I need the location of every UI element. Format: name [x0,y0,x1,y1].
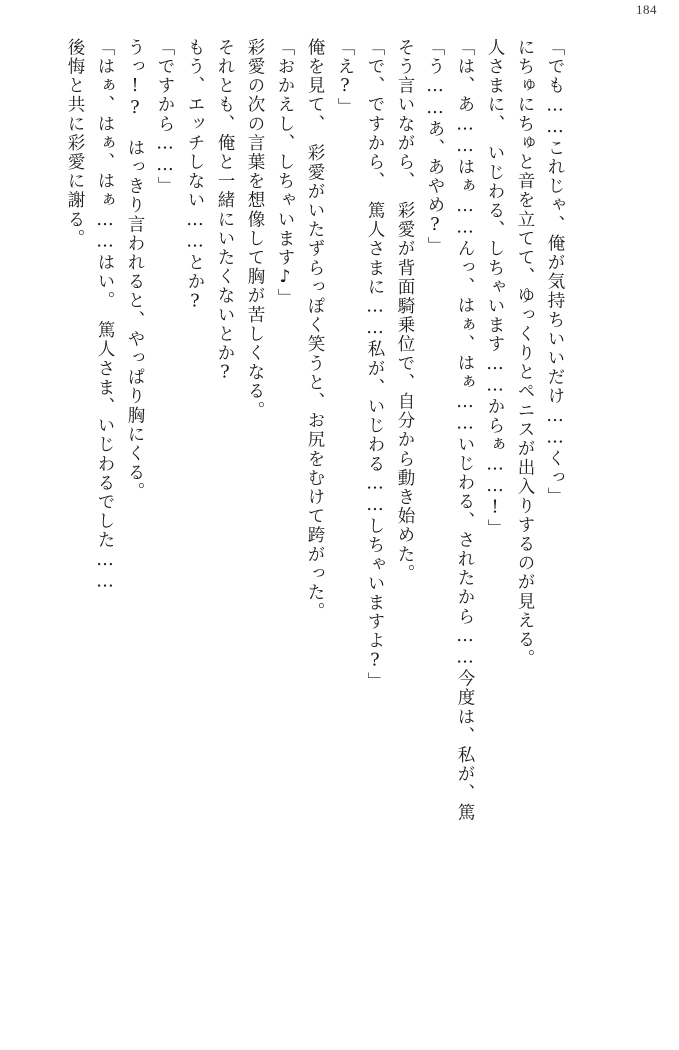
text-line: 「おかえし、しちゃいます♪」 [275,38,295,308]
text-line: 「う……あ、あやめ?」 [425,38,445,256]
text-line: 俺を見て、 彩愛がいたずらっぽく笑うと、お尻をむけて跨がった。 [305,38,325,622]
body-text-block [53,38,653,998]
text-line: もう、エッチしない……とか? [185,38,205,313]
text-line: それとも、俺と一緒にいたくないとか? [215,38,235,385]
text-line: にちゅにちゅと音を立てて、ゆっくりとペニスが出入りするのが見える。 [515,38,535,669]
text-line: 後悔と共に彩愛に謝る。 [65,38,85,249]
text-line: 「え?」 [335,38,355,117]
text-line: 「で、ですから、 篤人さまに……私が、いじわる……しちゃいますよ?」 [365,38,385,692]
text-line: そう言いながら、 彩愛が背面騎乗位で、自分から動き始めた。 [395,38,415,584]
text-line: 人さまに、 いじわる、しちゃいます……からぁ……!」 [485,38,505,539]
text-line: 「でも……これじゃ、俺が気持ちいいだけ……くっ」 [545,38,565,507]
page-number: 184 [636,2,657,17]
text-line: 「は、あ……はぁ……んっ、はぁ、はぁ……いじわる、されたから……今度は、私が、篤 [455,38,475,822]
text-line: 「はぁ、はぁ、はぁ……はい。 篤人さま、いじわるでした…… [95,38,115,594]
text-line: うっ!? はっきり言われると、やっぱり胸にくる。 [125,38,145,502]
text-line: 彩愛の次の言葉を想像して胸が苦しくなる。 [245,38,265,420]
text-line: 「ですから……」 [155,38,175,196]
